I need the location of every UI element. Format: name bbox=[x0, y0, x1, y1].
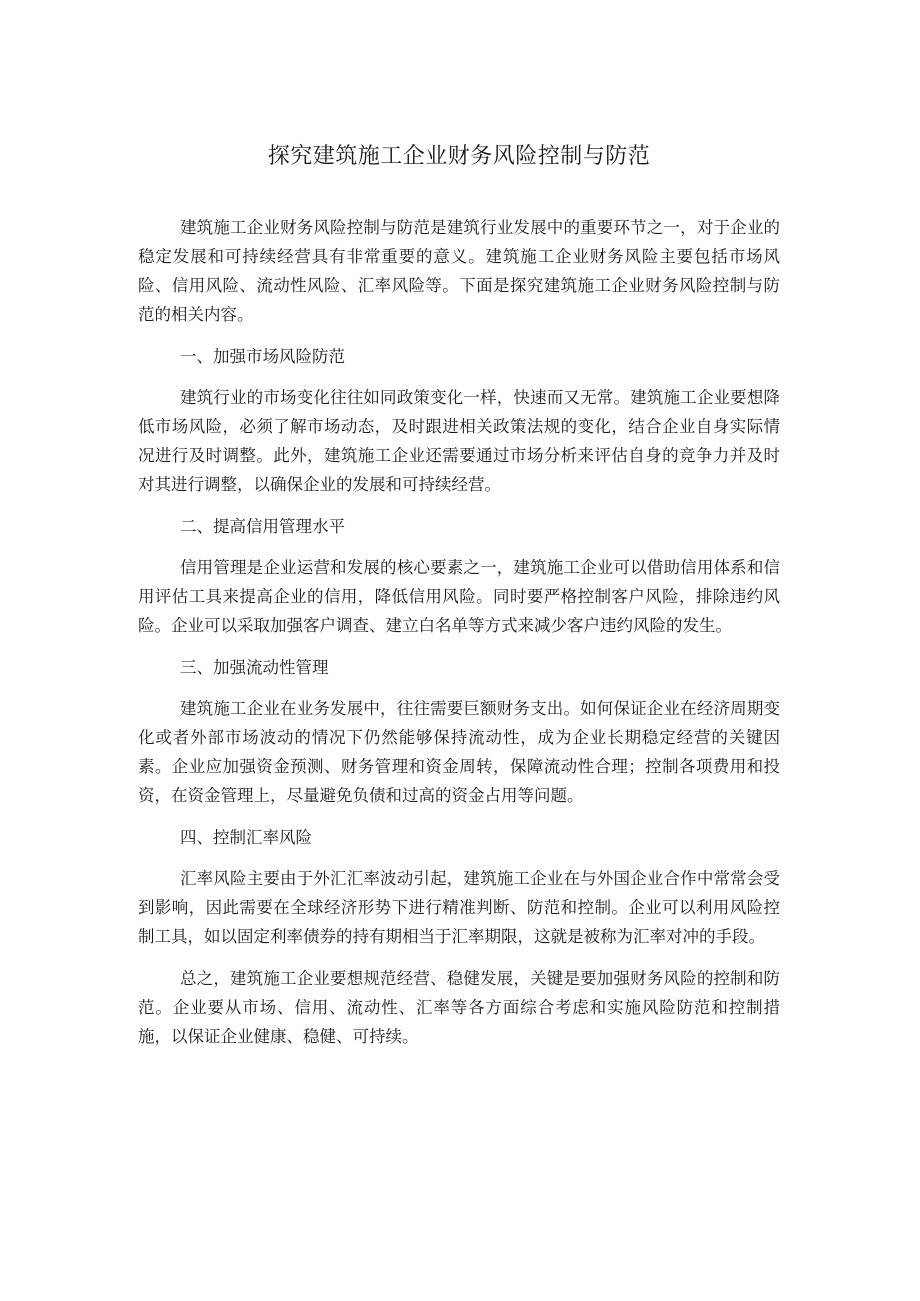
section-paragraph-exchange-rate-risk: 汇率风险主要由于外汇汇率波动引起，建筑施工企业在与外国企业合作中常常会受到影响，因此需要在全球经济形势下进行精准判断、防范和控制。企业可以利用风险控制工具，如以固定利率债券的持有期相当于汇率期限，这就是被称为汇率对冲的手段。 bbox=[138, 869, 780, 946]
document-title: 探究建筑施工企业财务风险控制与防范 bbox=[267, 144, 651, 169]
section-paragraph-market-risk: 建筑行业的市场变化往往如同政策变化一样，快速而又无常。建筑施工企业要想降低市场风险，必须了解市场动态，及时跟进相关政策法规的变化，结合企业自身实际情况进行及时调整。此外，建筑施工企业还需要通过市场分析来评估自身的竞争力并及时对其进行调整，以确保企业的发展和可持续经营。 bbox=[138, 388, 780, 494]
section-paragraph-liquidity-management: 建筑施工企业在业务发展中，往往需要巨额财务支出。如何保证企业在经济周期变化或者外部市场波动的情况下仍然能够保持流动性，成为企业长期稳定经营的关键因素。企业应加强资金预测、财务管理和资金周转，保障流动性合理；控制各项费用和投资，在资金管理上，尽量避免负债和过高的资金占用等问题。 bbox=[138, 699, 780, 805]
section-heading-liquidity-management: 三、加强流动性管理 bbox=[180, 658, 329, 677]
conclusion-paragraph: 总之，建筑施工企业要想规范经营、稳健发展，关键是要加强财务风险的控制和防范。企业要从市场、信用、流动性、汇率等各方面综合考虑和实施风险防范和控制措施，以保证企业健康、稳健、可持续。 bbox=[138, 969, 780, 1046]
section-heading-market-risk: 一、加强市场风险防范 bbox=[180, 347, 345, 366]
document-body bbox=[138, 213, 780, 1064]
intro-paragraph: 建筑施工企业财务风险控制与防范是建筑行业发展中的重要环节之一，对于企业的稳定发展和可持续经营具有非常重要的意义。建筑施工企业财务风险主要包括市场风险、信用风险、流动性风险、汇率风险等。下面是探究建筑施工企业财务风险控制与防范的相关内容。 bbox=[138, 218, 780, 324]
section-heading-credit-management: 二、提高信用管理水平 bbox=[180, 517, 345, 536]
section-paragraph-credit-management: 信用管理是企业运营和发展的核心要素之一，建筑施工企业可以借助信用体系和信用评估工具来提高企业的信用，降低信用风险。同时要严格控制客户风险，排除违约风险。企业可以采取加强客户调查、建立白名单等方式来减少客户违约风险的发生。 bbox=[138, 558, 780, 635]
section-heading-exchange-rate-risk: 四、控制汇率风险 bbox=[180, 828, 312, 847]
